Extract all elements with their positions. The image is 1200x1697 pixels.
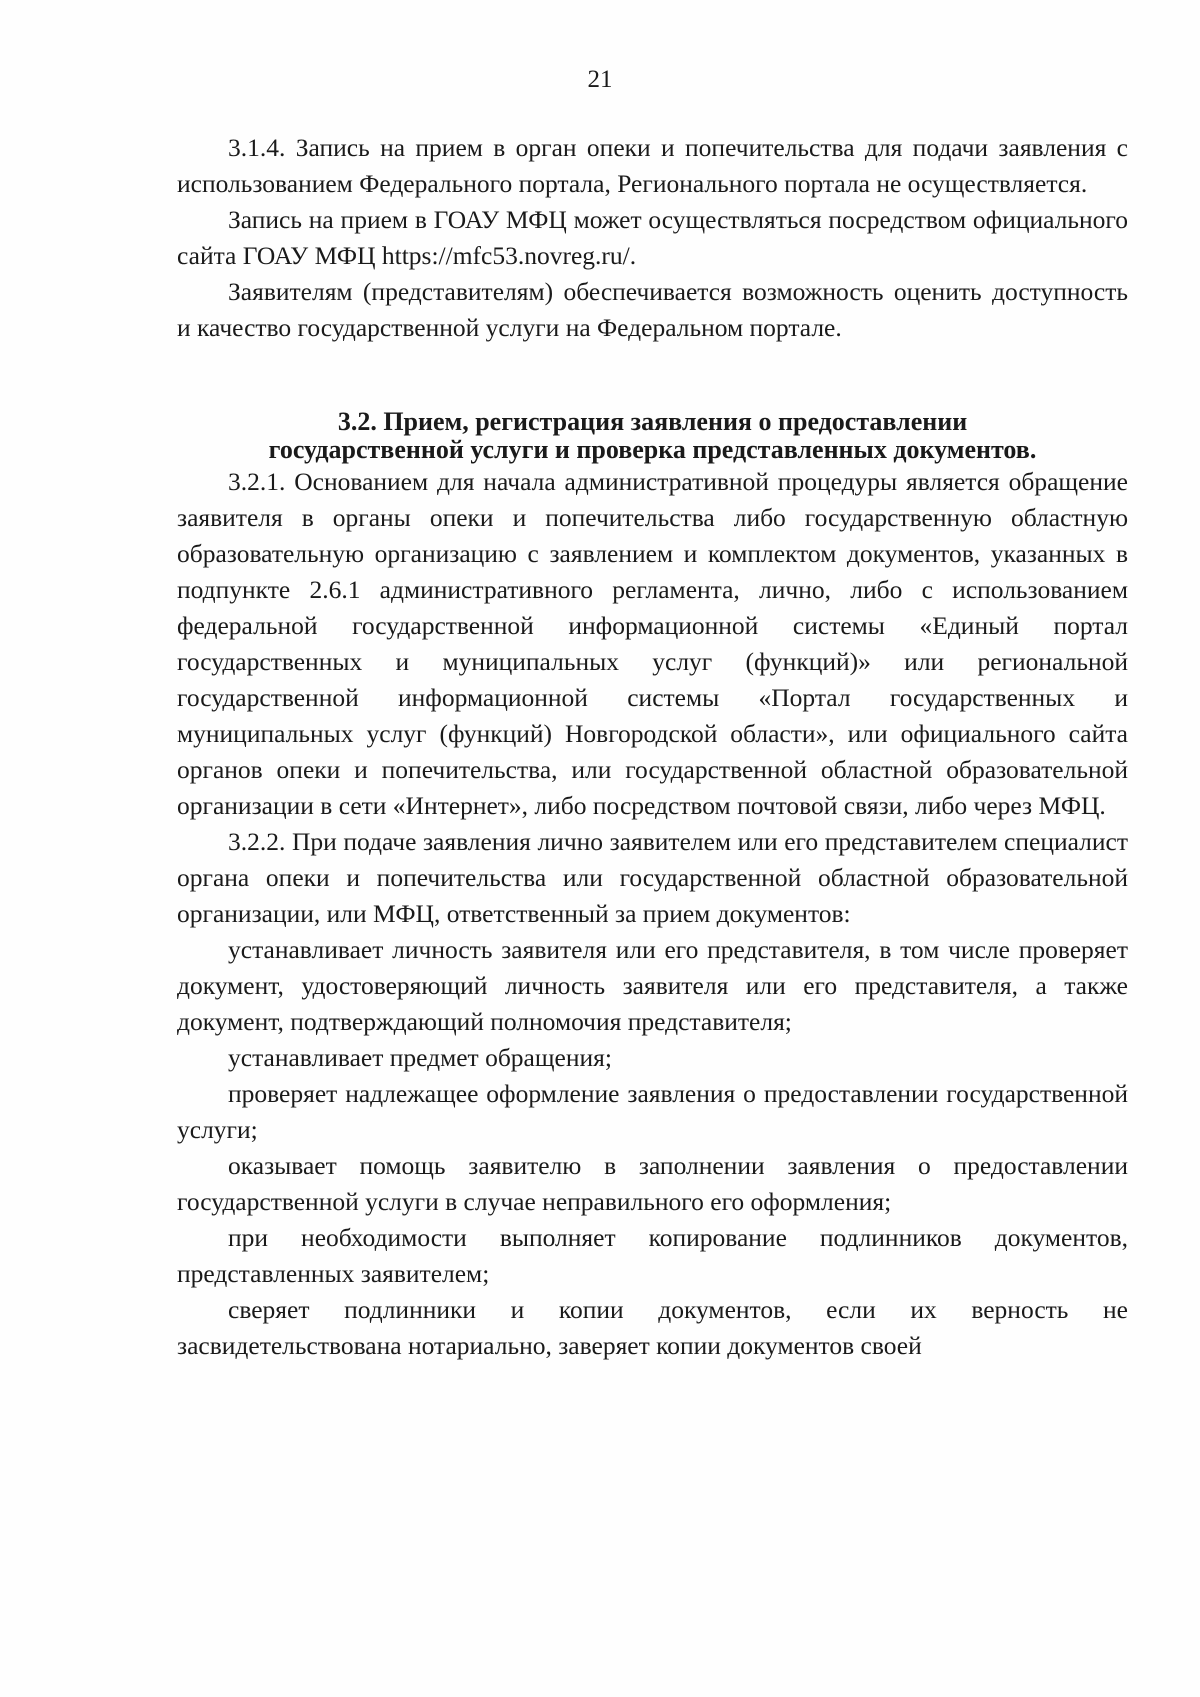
list-item-subject: устанавливает предмет обращения; xyxy=(228,1043,612,1072)
list-item-copy: при необходимости выполняет копирование подлинников документов, представленных заявителем; xyxy=(177,1223,1128,1288)
paragraph-mfc-appointment: Запись на прием в ГОАУ МФЦ может осуществляться посредством официального сайта ГОАУ МФЦ https://mfc53.novreg.ru/. xyxy=(177,205,1128,270)
list-item-check-form: проверяет надлежащее оформление заявления о предоставлении государственной услуги; xyxy=(177,1079,1128,1144)
list-item-verify: сверяет подлинники и копии документов, если их верность не засвидетельствована нотариально, заверяет копии документов своей xyxy=(177,1295,1128,1360)
paragraph-3-2-2: 3.2.2. При подаче заявления лично заявителем или его представителем специалист органа опеки и попечительства или государственной областной образовательной организации, или МФЦ, ответственный за прием документов: xyxy=(177,827,1128,928)
list-item-assist: оказывает помощь заявителю в заполнении заявления о предоставлении государственной услуги в случае неправильного его оформления; xyxy=(177,1151,1128,1216)
section-heading-line-1: 3.2. Прием, регистрация заявления о предоставлении xyxy=(337,407,968,436)
document-body xyxy=(177,130,1128,1364)
section-heading-line-2: государственной услуги и проверка представленных документов. xyxy=(268,435,1037,464)
list-item-identify-applicant: устанавливает личность заявителя или его представителя, в том числе проверяет документ, удостоверяющий личность заявителя или его представителя, а также документ, подтверждающий полномочия представителя; xyxy=(177,935,1128,1036)
paragraph-quality-assessment: Заявителям (представителям) обеспечивается возможность оценить доступность и качество государственной услуги на Федеральном портале. xyxy=(177,277,1128,342)
section-heading-3-2 xyxy=(177,408,1128,464)
page-number: 21 xyxy=(587,66,613,93)
paragraph-3-2-1: 3.2.1. Основанием для начала административной процедуры является обращение заявителя в органы опеки и попечительства либо государственную областную образовательную организацию с заявлением и комплектом документов, указанных в подпункте 2.6.1 административного регламента, лично, либо с использованием федеральной государственной информационной системы «Единый портал государственных и муниципальных услуг (функций)» или региональной государственной информационной системы «Портал государственных и муниципальных услуг (функций) Новгородской области», или официального сайта органов опеки и попечительства, или государственной областной образовательной организации в сети «Интернет», либо посредством почтовой связи, либо через МФЦ. xyxy=(177,467,1128,820)
paragraph-3-1-4: 3.1.4. Запись на прием в орган опеки и попечительства для подачи заявления с использованием Федерального портала, Регионального портала не осуществляется. xyxy=(177,133,1128,198)
